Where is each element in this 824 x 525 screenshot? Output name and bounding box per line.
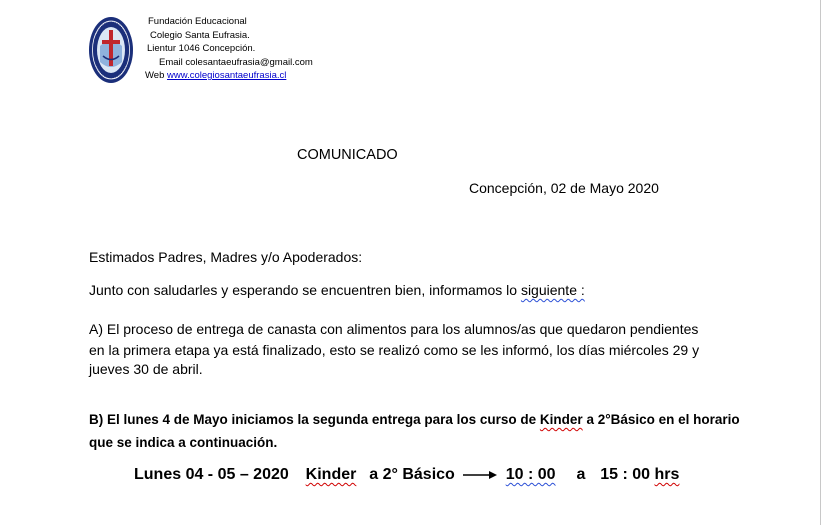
email-label: Email xyxy=(159,56,183,68)
schedule-end: 15 : 00 xyxy=(600,466,651,483)
website-link[interactable]: www.colegiosantaeufrasia.cl xyxy=(167,70,287,81)
item-b-line-2: que se indica a continuación. xyxy=(89,435,278,450)
item-b-start: B) El lunes 4 de Mayo iniciamos la segunda entrega para los curso de xyxy=(89,412,537,427)
schedule-grade: a 2° Básico xyxy=(369,466,455,483)
schedule-line xyxy=(134,466,679,484)
web-label: Web xyxy=(145,70,165,81)
item-a-line-3: jueves 30 de abril. xyxy=(89,361,203,377)
item-b-line-1 xyxy=(89,411,740,429)
email-address: colesantaeufrasia@gmail.com xyxy=(185,56,313,68)
letterhead-email-line xyxy=(144,56,313,70)
letterhead-school: Colegio Santa Eufrasia. xyxy=(150,29,250,41)
letterhead xyxy=(144,15,313,83)
letterhead-foundation: Fundación Educacional xyxy=(148,16,247,27)
greeting: Estimados Padres, Madres y/o Apoderados: xyxy=(89,249,363,265)
item-b-kinder: Kinder xyxy=(539,412,583,427)
intro-text: Junto con saludarles y esperando se encuentren bien, informamos lo xyxy=(89,282,518,298)
document-title: COMUNICADO xyxy=(297,147,398,163)
page-edge xyxy=(820,0,821,525)
item-b-end: a 2°Básico en el horario xyxy=(586,412,740,427)
schedule-connector: a xyxy=(576,466,586,483)
schedule-day: Lunes 04 - 05 – 2020 xyxy=(134,466,289,483)
school-crest-logo xyxy=(88,16,134,84)
schedule-unit: hrs xyxy=(654,466,680,483)
document-date: Concepción, 02 de Mayo 2020 xyxy=(469,180,659,196)
item-a-line-1: A) El proceso de entrega de canasta con alimentos para los alumnos/as que quedaron pendientes xyxy=(89,321,699,337)
schedule-kinder: Kinder xyxy=(305,466,357,483)
arrow-right-icon xyxy=(463,470,497,480)
letterhead-address: Lientur 1046 Concepción. xyxy=(147,43,256,54)
intro-tail: siguiente : xyxy=(520,282,585,298)
letterhead-web-line xyxy=(144,69,313,83)
schedule-start: 10 : 00 xyxy=(505,466,556,483)
intro-paragraph xyxy=(89,281,585,299)
item-a-line-2: en la primera etapa ya está finalizado, esto se realizó como se les informó, los días miércoles 29 y xyxy=(89,342,700,358)
